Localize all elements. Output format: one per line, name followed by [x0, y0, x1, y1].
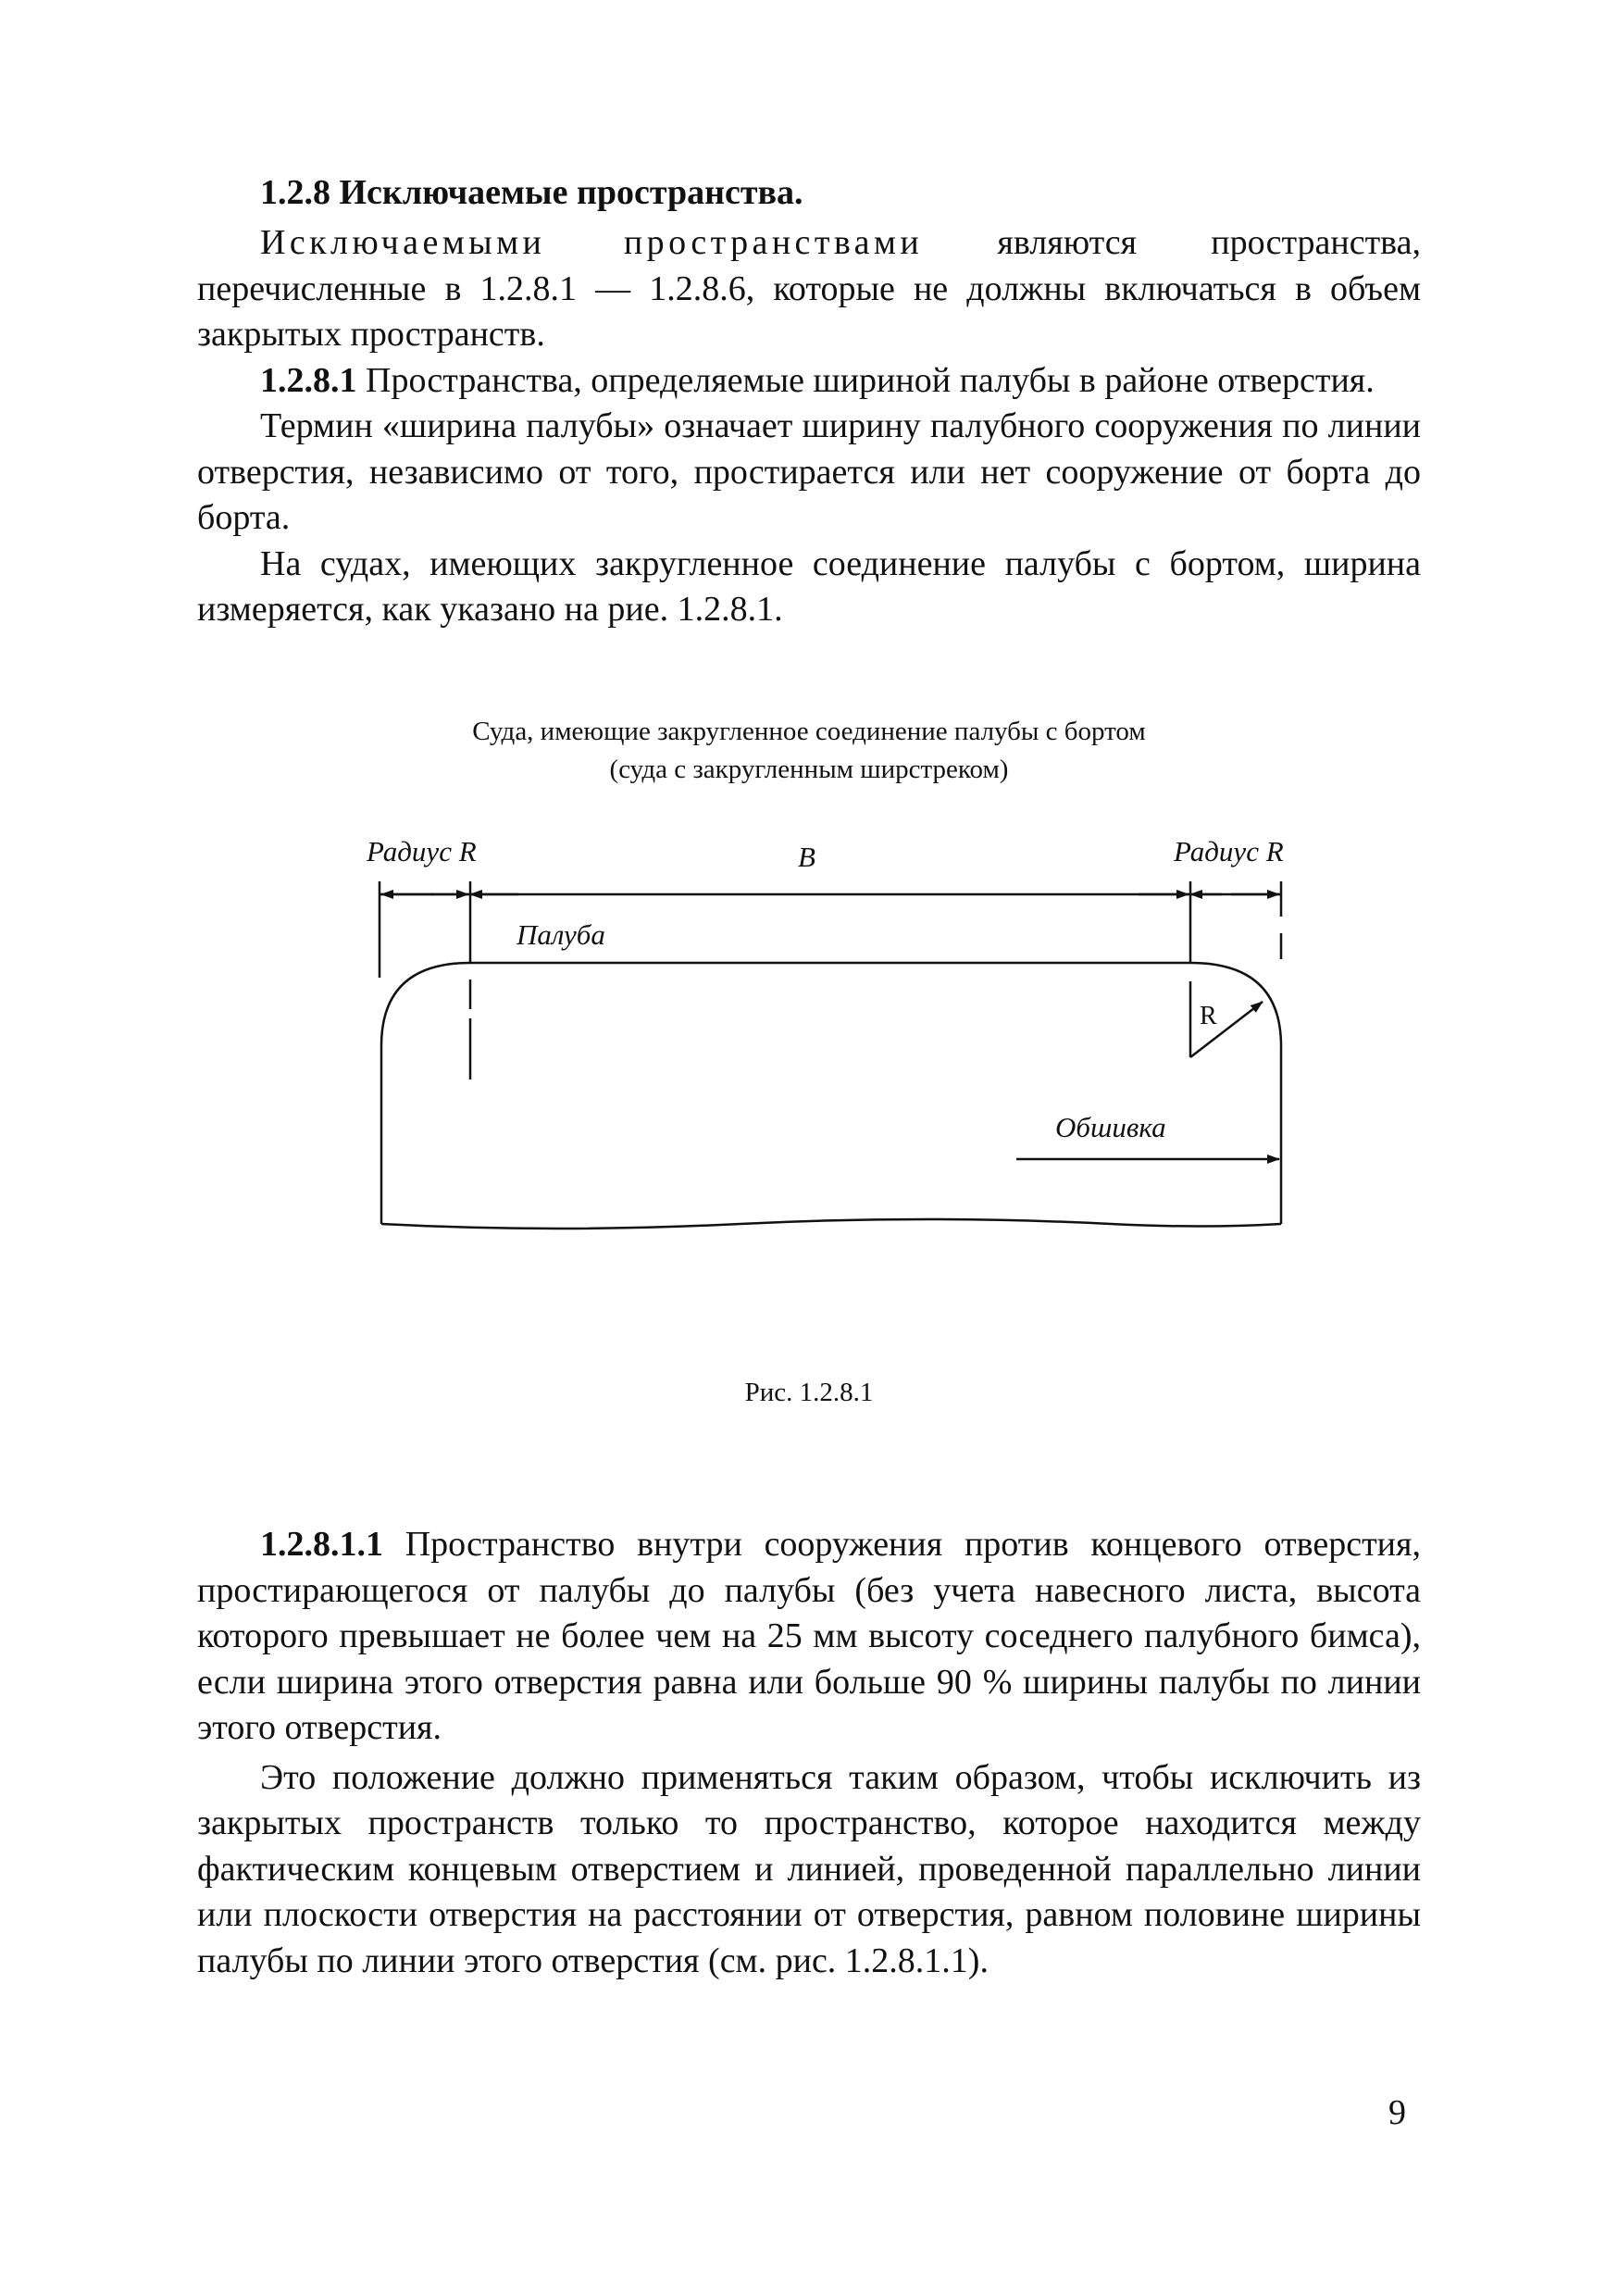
subsection-number: 1.2.8.1.1	[260, 1525, 383, 1564]
label-r: R	[1200, 1002, 1217, 1030]
measurement-paragraph: На судах, имеющих закругленное соединение палубы с бортом, ширина измеряется, как указано на рие. 1.2.8.1.	[197, 543, 1421, 629]
label-deck: Палуба	[517, 918, 605, 951]
label-radius-right: Радиус R	[1174, 835, 1284, 867]
definition-paragraph: Термин «ширина палубы» означает ширину палубного сооружения по линии отверстия, независимо от того, простирается или нет сооружение от борта до борта.	[197, 406, 1421, 537]
figure-caption-line2: (суда с закругленным ширстреком)	[609, 755, 1009, 784]
spaced-term: Исключаемыми пространствами	[260, 223, 924, 262]
subsection-1-2-8-1-1	[197, 1522, 1421, 1752]
figure-caption-line1: Суда, имеющие закругленное соединение палубы с бортом	[472, 717, 1146, 746]
subsection-text: Пространства, определяемые шириной палубы в районе отверстия.	[356, 360, 1375, 400]
section-heading: 1.2.8 Исключаемые пространства.	[260, 173, 803, 212]
hull-outline	[381, 963, 1281, 1224]
subsection-block	[197, 1522, 1421, 1984]
label-plating: Обшивка	[1055, 1111, 1166, 1143]
label-b: B	[798, 841, 815, 873]
intro-rest: являются пространства, перечисленные в 1.2.8.1 — 1.2.8.6, которые не должны включаться в объем закрытых пространств.	[197, 223, 1421, 354]
subsection-number: 1.2.8.1	[260, 360, 357, 400]
figure-label: Рис. 1.2.8.1	[744, 1378, 874, 1407]
application-paragraph: Это положение должно применяться таким образом, чтобы исключить из закрытых пространств только то пространство, которое находится между фактическим концевым отверстием и линией, проведенной параллельно линии или плоскости отверстия на расстоянии от отверстия, равном половине ширины палубы по линии этого отверстия (см. рис. 1.2.8.1.1).	[197, 1757, 1421, 1980]
page-number: 9	[1388, 2093, 1406, 2132]
label-radius-left: Радиус R	[367, 835, 477, 867]
break-line	[381, 1219, 1281, 1229]
subsection-text: Пространство внутри сооружения против концевого отверстия, простирающегося от палубы до палубы (без учета навесного листа, высота которого превышает не более чем на 25 мм высоту соседнего палубного бимса), если ширина этого отверстия равна или больше 90 % ширины палубы по линии этого отверстия.	[197, 1525, 1421, 1747]
